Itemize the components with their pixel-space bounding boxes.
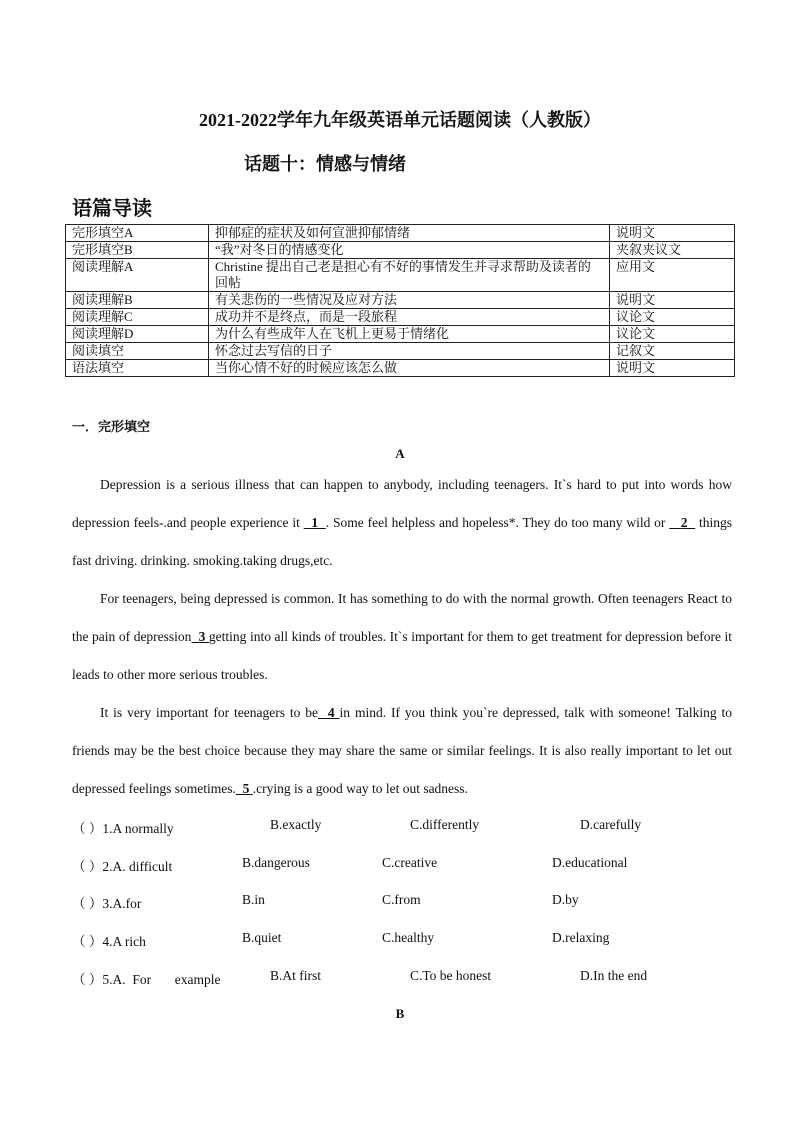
table-cell-type: 阅读填空 [66, 343, 209, 360]
table-cell-summary: Christine 提出自己老是担心有不好的事情发生并寻求帮助及读者的回帖 [209, 259, 610, 292]
question-option-a: （ ）1.A normally [72, 821, 174, 836]
table-row [66, 343, 735, 360]
blank-number: 5 [242, 781, 250, 796]
question-option-d: D.In the end [580, 968, 648, 983]
guide-table [65, 224, 735, 377]
topic-subtitle: 话题十：情感与情绪 [244, 154, 406, 174]
paragraph: For teenagers, being depressed is common. It has something to do with the normal growth. Often teenagers React to the pain of depression 3 getting into all kinds of troubles. It`s important for them to get treatment for depression before it leads to other more serious troubles. [72, 591, 733, 682]
table-cell-type: 阅读理解B [66, 292, 209, 309]
table-cell-genre: 应用文 [610, 259, 735, 292]
table-cell-summary: 怀念过去写信的日子 [209, 343, 610, 360]
table-row [66, 225, 735, 242]
question-option-c: C.differently [410, 817, 480, 832]
table-row [66, 309, 735, 326]
question-option-d: D.relaxing [552, 930, 610, 945]
blank-number: 3 [198, 629, 206, 644]
table-cell-genre: 夹叙夹议文 [610, 242, 735, 259]
table-cell-summary: 有关悲伤的一些情况及应对方法 [209, 292, 610, 309]
table-row [66, 326, 735, 343]
section-heading: 语篇导读 [72, 196, 152, 220]
table-cell-summary: 为什么有些成年人在飞机上更易于情绪化 [209, 326, 610, 343]
table-cell-type: 阅读理解A [66, 259, 209, 292]
blank-number: 2 [680, 515, 688, 530]
table-cell-genre: 说明文 [610, 360, 735, 377]
table-row [66, 242, 735, 259]
question-option-d: D.educational [552, 855, 628, 870]
table-row [66, 360, 735, 377]
table-cell-type: 语法填空 [66, 360, 209, 377]
question-option-a: （ ）5.A. For example [72, 972, 221, 987]
question-option-b: B.in [242, 892, 265, 907]
question-option-c: C.healthy [382, 930, 435, 945]
document-title: 2021-2022学年九年级英语单元话题阅读（人教版） [199, 110, 601, 130]
table-cell-type: 完形填空A [66, 225, 209, 242]
paragraph: It is very important for teenagers to be 4 in mind. If you think you`re depressed, talk with someone! Talking to friends may be the best choice because they may share the same or similar feelings. It is also really important to let out depressed feelings sometimes. 5 .crying is a good way to let out sadness. [72, 705, 733, 796]
question-option-c: C.from [382, 892, 421, 907]
question-option-b: B.At first [270, 968, 322, 983]
part-heading: 一．完形填空 [72, 420, 151, 435]
question-option-c: C.To be honest [410, 968, 492, 983]
question-option-b: B.quiet [242, 930, 282, 945]
table-cell-type: 完形填空B [66, 242, 209, 259]
question-option-a: （ ）2.A. difficult [72, 859, 173, 874]
table-cell-genre: 说明文 [610, 225, 735, 242]
cloze-passage [72, 466, 732, 808]
question-row [72, 855, 732, 875]
table-cell-genre: 议论文 [610, 326, 735, 343]
paragraph: Depression is a serious illness that can happen to anybody, including teenagers. It`s hard to put into words how depression feels-.and people experience it 1 . Some feel helpless and hopeless*. They do too many wild or 2 things fast driving. drinking. smoking.taking drugs,etc. [72, 477, 733, 568]
passage-label-a: A [395, 446, 405, 461]
table-cell-summary: 成功并不是终点，而是一段旅程 [209, 309, 610, 326]
table-row [66, 259, 735, 292]
table-cell-genre: 说明文 [610, 292, 735, 309]
table-cell-genre: 议论文 [610, 309, 735, 326]
table-row [66, 292, 735, 309]
passage-label-b: B [395, 1006, 405, 1021]
question-option-d: D.carefully [580, 817, 642, 832]
question-row [72, 930, 732, 950]
question-option-a: （ ）4.A rich [72, 934, 146, 949]
question-row [72, 817, 732, 837]
blank-number: 4 [327, 705, 335, 720]
table-cell-summary: 抑郁症的症状及如何宣泄抑郁情绪 [209, 225, 610, 242]
question-option-b: B.exactly [270, 817, 322, 832]
question-option-c: C.creative [382, 855, 438, 870]
table-cell-type: 阅读理解D [66, 326, 209, 343]
question-row [72, 968, 732, 988]
question-option-b: B.dangerous [242, 855, 310, 870]
question-option-a: （ ）3.A.for [72, 896, 142, 911]
table-cell-genre: 记叙文 [610, 343, 735, 360]
question-option-d: D.by [552, 892, 579, 907]
table-cell-type: 阅读理解C [66, 309, 209, 326]
table-cell-summary: 当你心情不好的时候应该怎么做 [209, 360, 610, 377]
blank-number: 1 [311, 515, 319, 530]
table-cell-summary: “我”对冬日的情感变化 [209, 242, 610, 259]
question-row [72, 892, 732, 912]
